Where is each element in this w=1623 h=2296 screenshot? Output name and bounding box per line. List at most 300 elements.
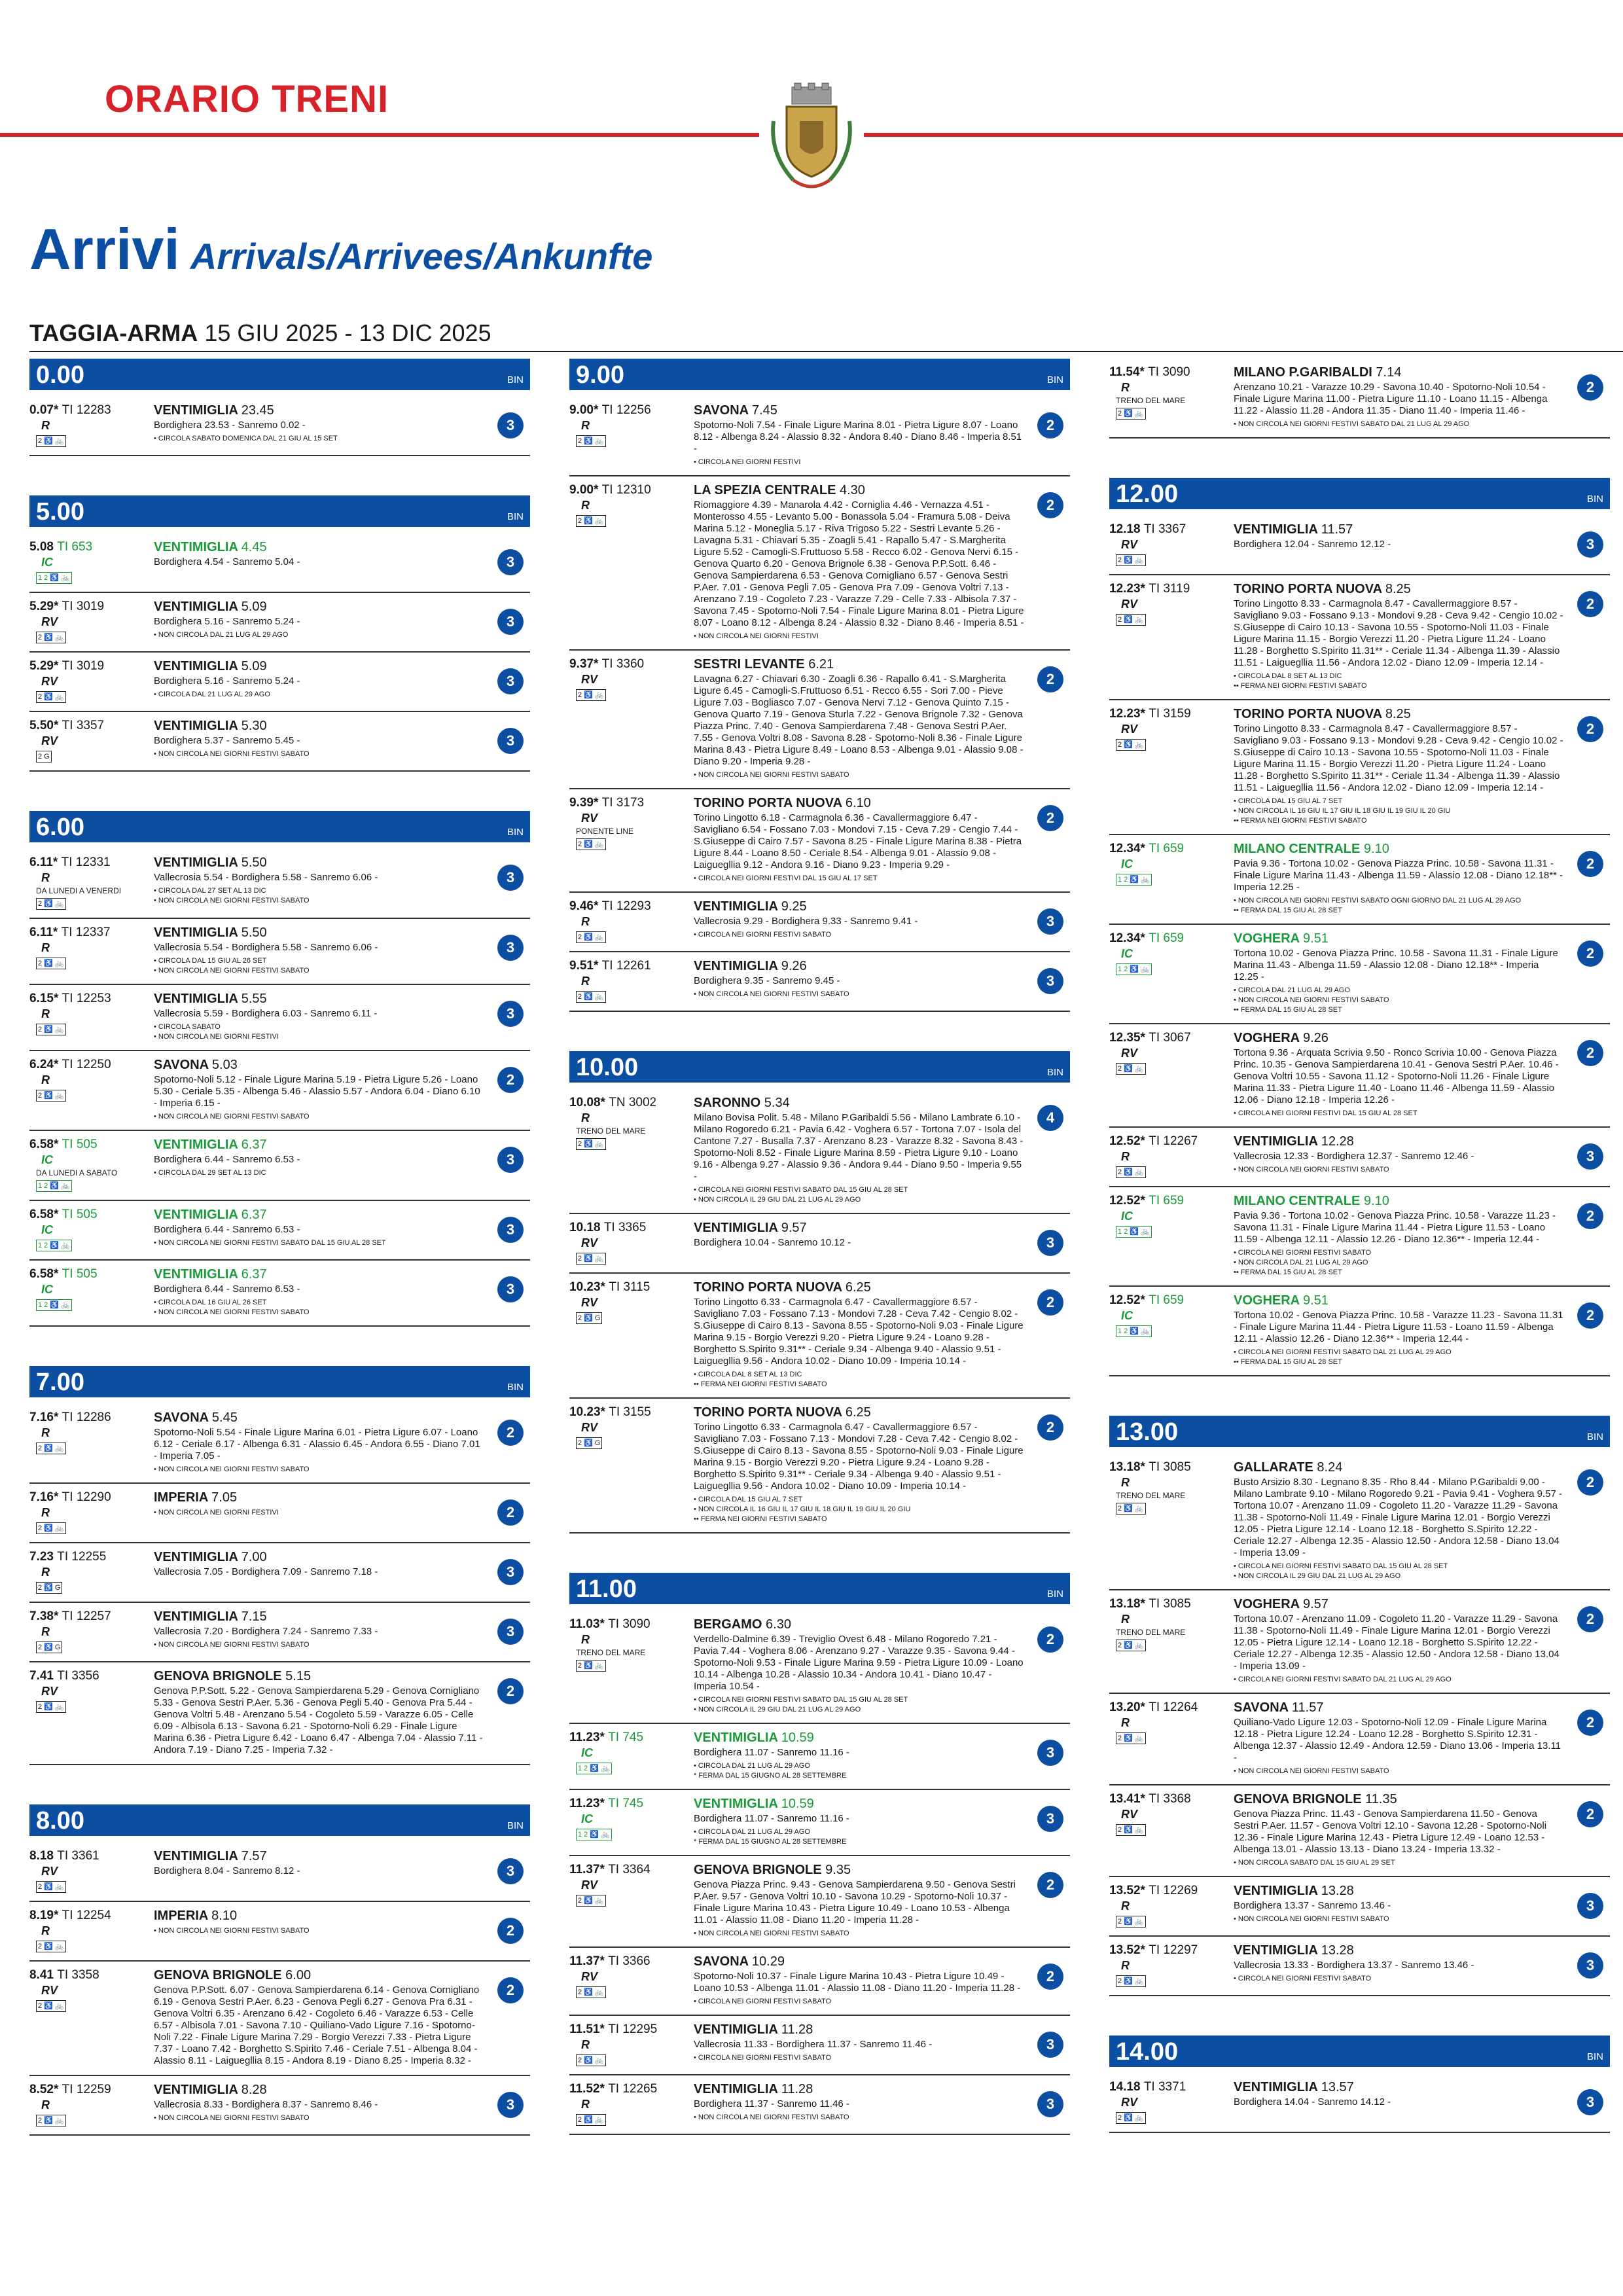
service-note: • NON CIRCOLA IL 29 GIU DAL 21 LUG AL 29 AGO [694,1196,861,1204]
service-note: • CIRCOLA NEI GIORNI FESTIVI SABATO [1234,1975,1372,1982]
origin-time: 5.09 [241,600,267,614]
train-row[interactable] [569,397,1070,476]
origin [1234,365,1564,380]
origin-time: 5.03 [211,1058,238,1072]
platform-badge: 2 [497,1499,524,1526]
train-category-icon: IC [41,556,53,569]
train-category-icon: IC [581,1746,593,1759]
platform-badge: 2 [1037,492,1063,518]
service-note: • CIRCOLA DAL 8 SET AL 13 DIC [1234,672,1342,680]
origin-time: 6.25 [845,1405,871,1420]
train-id-cell [1109,2080,1234,2124]
service-note: • CIRCOLA DAL 15 GIU AL 7 SET [1234,797,1343,805]
service-notes [1234,1165,1564,1175]
intermediate-stops: Quiliano-Vado Ligure 12.03 - Spotorno-Noli 12.09 - Finale Ligure Marina 12.18 - Pietra Ligure 12.24 - Loano 12.28 - Borghetto S.Spirito 12.31 - Albenga 12.37 - Alassio 12.49 - Andora 12.59 - Diano 13.06 - Imperia 13.11 - [1234,1717,1561,1763]
arrival-time: 7.38* [29,1609,59,1623]
origin [694,1731,1024,1746]
origin-time: 5.30 [241,719,267,733]
service-codes: 1 2 ♿ 🚲 [576,1829,612,1840]
origin-station: VENTIMIGLIA [154,600,238,614]
train-row[interactable] [569,1948,1070,2016]
train-category-icon: R [41,871,50,884]
platform-cell [1031,899,1070,943]
train-category-icon: RV [581,812,598,825]
train-row[interactable] [29,985,530,1051]
train-id-cell [29,1849,154,1893]
platform-badge: 3 [497,1619,524,1645]
platform-badge: 3 [1037,2032,1063,2058]
train-row[interactable] [569,1274,1070,1399]
train-id-cell [1109,707,1234,826]
service-codes: 1 2 ♿ 🚲 [576,1763,612,1774]
arrival-time: 11.37* [569,1954,605,1968]
train-row[interactable] [29,1603,530,1662]
train-category-icon: IC [41,1153,53,1166]
origin-station: VENTIMIGLIA [694,1731,778,1745]
service-icons [1116,963,1227,975]
train-row[interactable] [569,1856,1070,1948]
origin-station: VENTIMIGLIA [1234,1134,1318,1149]
service-note: • NON CIRCOLA NEI GIORNI FESTIVI [694,632,819,640]
service-codes: 2 ♿ 🚲 [36,2115,66,2126]
train-id-cell [29,1058,154,1122]
train-row[interactable] [1109,700,1610,835]
origin [694,796,1024,811]
train-category-icon: R [581,2038,590,2051]
origin-time: 7.15 [241,1609,267,1624]
train-row[interactable] [569,2075,1070,2135]
train-number: TI 659 [1149,1194,1185,1208]
train-row[interactable] [1109,1877,1610,1937]
train-row[interactable] [29,712,530,772]
train-row[interactable] [1109,2073,1610,2133]
time-and-code [29,1267,154,1282]
train-id-cell [29,1138,154,1192]
service-note: •• FERMA NEI GIORNI FESTIVI SABATO [694,1515,827,1523]
train-id-cell [1109,1194,1234,1278]
train-category-icon: IC [1121,1309,1133,1322]
train-number: TI 3367 [1143,522,1186,536]
service-notes [694,990,1024,999]
arrival-time: 11.51* [569,2022,605,2036]
platform-header: BIN [1046,1588,1063,1600]
train-details [1234,1700,1571,1776]
train-row[interactable] [1109,1590,1610,1694]
train-row[interactable] [29,1902,530,1962]
arrival-time: 7.16* [29,1410,59,1424]
train-id-cell [1109,1700,1234,1776]
arrival-time: 6.11* [29,925,58,939]
time-and-code [1109,1943,1234,1958]
train-row[interactable] [1109,1694,1610,1785]
intermediate-stops: Bordighera 5.16 - Sanremo 5.24 - [154,616,300,627]
train-row[interactable] [569,893,1070,952]
intermediate-stops: Spotorno-Noli 5.12 - Finale Ligure Marina 5.19 - Pietra Ligure 5.26 - Loano 5.30 - Ceriale 5.35 - Albenga 5.46 - Alassio 5.57 - Andora 6.04 - Diano 6.10 - Imperia 6.15 - [154,1074,480,1109]
service-note: • CIRCOLA DAL 8 SET AL 13 DIC [694,1371,802,1378]
origin [154,1267,484,1282]
train-row[interactable] [1109,359,1610,439]
train-details [694,1405,1031,1524]
time-and-code [569,1096,694,1110]
train-row[interactable] [29,2076,530,2136]
train-id-cell [569,899,694,943]
train-row[interactable] [1109,1454,1610,1590]
service-codes: 2 ♿ 🚲 [576,1138,606,1150]
train-id-cell [29,600,154,643]
train-row[interactable] [569,952,1070,1012]
arrival-time: 5.08 [29,540,54,554]
train-number: TI 12255 [57,1550,107,1564]
train-row[interactable] [569,1214,1070,1274]
train-category-icon: R [581,499,590,512]
platform-cell [1571,1460,1610,1581]
origin-time: 5.50 [241,925,267,940]
train-id-cell [1109,842,1234,916]
service-notes [1234,986,1564,1015]
platform-badge: 3 [1037,968,1063,994]
train-row[interactable] [29,1131,530,1201]
platform-cell [1571,707,1610,826]
train-category-icon: R [41,419,50,432]
train-row[interactable] [1109,1024,1610,1128]
train-id-cell [569,2022,694,2066]
origin-station: VENTIMIGLIA [154,1208,238,1222]
origin-station: TORINO PORTA NUOVA [694,1405,842,1420]
hour-label: 0.00 [36,361,84,389]
service-note: • NON CIRCOLA NEI GIORNI FESTIVI SABATO [154,1641,310,1649]
arrival-time: 6.24* [29,1058,59,1071]
origin-time: 6.37 [241,1138,267,1152]
hour-label: 8.00 [36,1807,84,1835]
train-row[interactable] [569,1724,1070,1790]
train-details [1234,365,1571,429]
service-codes: 2 ♿ 🚲 [1116,1732,1146,1744]
train-id-cell [29,540,154,584]
service-note: • CIRCOLA DAL 21 LUG AL 29 AGO [694,1828,810,1836]
origin [694,1954,1024,1969]
train-row[interactable] [29,849,530,919]
platform-badge: 3 [1577,1952,1603,1979]
time-and-code [29,1410,154,1425]
origin-time: 7.05 [211,1490,238,1505]
hour-label: 9.00 [576,361,624,389]
platform-badge: 2 [1577,1302,1603,1329]
platform-badge: 3 [497,609,524,635]
train-row[interactable] [29,397,530,456]
platform-badge: 2 [1577,1203,1603,1229]
service-note: • CIRCOLA NEI GIORNI FESTIVI DAL 15 GIU AL 17 SET [694,874,878,882]
train-row[interactable] [29,919,530,985]
service-note: • NON CIRCOLA NEI GIORNI FESTIVI [154,1033,279,1041]
train-row[interactable] [1109,1785,1610,1877]
service-codes: 2 ♿ G [36,1641,62,1653]
train-row[interactable] [29,1543,530,1603]
service-note: • NON CIRCOLA NEI GIORNI FESTIVI SABATO [694,2113,849,2121]
service-note: • NON CIRCOLA DAL 21 LUG AL 29 AGO [154,631,289,639]
train-row[interactable] [29,1261,530,1327]
origin-station: SAVONA [694,403,749,418]
service-icons [1116,1063,1227,1075]
service-icons [1116,1824,1227,1836]
service-note: • NON CIRCOLA NEI GIORNI FESTIVI SABATO DAL 15 GIU AL 28 SET [154,1239,386,1247]
title-rule-right [864,133,1623,137]
origin [154,719,484,734]
arrival-time: 9.51* [569,959,599,973]
intermediate-stops: Pavia 9.36 - Tortona 10.02 - Genova Piazza Princ. 10.58 - Varazze 11.23 - Savona 11.31 - Finale Ligure Marina 11.44 - Pietra Ligure 11.53 - Loano 11.59 - Albenga 12.11 - Alassio 12.26 - Diano 12.36** - Imperia 12.44 - [1234,1210,1556,1245]
service-notes [154,1640,484,1650]
service-notes [1234,1675,1564,1685]
arrival-time: 9.46* [569,899,599,913]
service-codes: 2 ♿ 🚲 [1116,1975,1146,1987]
train-category-icon: R [1121,1150,1130,1163]
origin [1234,522,1564,537]
intermediate-stops: Bordighera 4.54 - Sanremo 5.04 - [154,556,300,567]
time-and-code [29,1550,154,1564]
train-row[interactable] [1109,1128,1610,1187]
train-row[interactable] [569,1089,1070,1214]
train-category-icon: R [1121,1476,1130,1489]
intermediate-stops: Tortona 10.02 - Genova Piazza Princ. 10.58 - Varazze 11.23 - Savona 11.31 - Finale Ligure Marina 11.44 - Pietra Ligure 11.53 - Loano 11.59 - Albenga 12.11 - Alassio 12.26 - Diano 12.36** - Imperia 12.44 - [1234,1310,1563,1344]
platform-cell [1031,2022,1070,2066]
train-details [1234,842,1571,916]
train-row[interactable] [569,789,1070,893]
arrival-time: 11.23* [569,1797,605,1810]
train-details [694,796,1031,884]
intermediate-stops: Bordighera 11.07 - Sanremo 11.16 - [694,1747,849,1758]
service-icons [1116,1975,1227,1987]
origin [154,1609,484,1624]
service-icons [36,1240,147,1251]
platform-cell [491,1410,530,1475]
column-2 [569,359,1070,2135]
train-category-icon: R [1121,1899,1130,1912]
arrival-time: 9.39* [569,796,599,810]
time-and-code [569,899,694,914]
train-note: DA LUNEDI A VENERDI [36,886,122,895]
service-notes [154,1238,484,1248]
origin [694,2082,1024,2097]
platform-badge: 4 [1037,1105,1063,1131]
service-notes [694,874,1024,884]
hour-header [569,1573,1070,1604]
train-category-icon: RV [581,1421,598,1434]
arrival-time: 10.18 [569,1221,601,1234]
train-id-cell [569,1280,694,1390]
time-and-code [29,1208,154,1222]
train-row[interactable] [569,651,1070,789]
hour-label: 11.00 [576,1575,637,1603]
origin [154,403,484,418]
train-number: TI 12286 [62,1410,111,1424]
time-and-code [1109,1792,1234,1806]
arrival-time: 5.29* [29,600,59,613]
service-note: • CIRCOLA NEI GIORNI FESTIVI SABATO DAL 21 LUG AL 29 AGO [1234,1348,1452,1356]
train-details [694,1797,1031,1847]
service-codes: 2 ♿ 🚲 [576,991,606,1003]
train-row[interactable] [29,1842,530,1902]
train-row[interactable] [1109,835,1610,925]
platform-badge: 2 [1577,591,1603,617]
train-row[interactable] [29,653,530,712]
train-note: TRENO DEL MARE [1116,1491,1186,1500]
platform-cell [491,719,530,762]
origin-station: MILANO P.GARIBALDI [1234,365,1372,380]
train-id-cell [569,483,694,641]
platform-badge: 3 [1037,1806,1063,1832]
service-codes: 2 ♿ 🚲 [36,898,66,910]
arrival-time: 10.23* [569,1280,605,1294]
service-note: • CIRCOLA NEI GIORNI FESTIVI SABATO DAL 21 LUG AL 29 AGO [1234,1676,1452,1683]
origin-time: 6.30 [766,1617,791,1632]
origin [694,403,1024,418]
hour-header [29,495,530,527]
train-id-cell [569,1863,694,1939]
train-row[interactable] [569,1790,1070,1856]
train-id-cell [1109,1792,1234,1868]
arrival-time: 10.23* [569,1405,605,1419]
intermediate-stops: Bordighera 6.44 - Sanremo 6.53 - [154,1283,300,1295]
service-codes: 2 ♿ 🚲 [576,1660,606,1672]
train-row[interactable] [1109,1937,1610,1996]
train-row[interactable] [29,593,530,653]
platform-badge: 3 [497,1276,524,1302]
train-number: TI 3371 [1143,2080,1186,2094]
origin-station: VENTIMIGLIA [154,992,238,1006]
service-notes [154,1508,484,1518]
origin-time: 9.51 [1302,1293,1329,1308]
arrival-time: 13.52* [1109,1943,1145,1957]
platform-cell [1571,842,1610,916]
hour-header [1109,478,1610,509]
train-row[interactable] [569,1611,1070,1724]
origin [154,1968,484,1983]
train-number: TI 12267 [1149,1134,1198,1148]
train-row[interactable] [1109,1187,1610,1287]
train-number: TI 12264 [1149,1700,1198,1714]
train-row[interactable] [29,1201,530,1261]
service-notes [154,690,484,700]
service-note: • CIRCOLA DAL 15 GIU AL 7 SET [694,1496,803,1503]
service-note: • NON CIRCOLA NEI GIORNI FESTIVI SABATO [1234,1166,1389,1174]
service-codes: 2 ♿ 🚲 [36,632,66,643]
train-details [694,1617,1031,1715]
platform-badge: 3 [1577,1893,1603,1919]
hour-header [1109,1416,1610,1447]
service-notes [694,1761,1024,1781]
train-note: TRENO DEL MARE [1116,396,1186,405]
intermediate-stops: Lavagna 6.27 - Chiavari 6.30 - Zoagli 6.36 - Rapallo 6.41 - S.Margherita Ligure 6.45 - Camogli-S.Fruttuoso 6.51 - Recco 6.55 - Sori 7.00 - Pieve Ligure 7.03 - Bogliasco 7.07 - Genova Nervi 7.12 - Genova Quinto 7.15 - Genova Quarto 7.19 - Genova Sturla 7.22 - Genova Brignole 7.32 - Genova Piazza Princ. 7.40 - Genova Sampierdarena 7.48 - Genova Sestri P.Aer. 7.55 - Genova Voltri 8.08 - Savona 8.28 - Spotorno-Noli 8.36 - Finale Ligure Marina 8.43 - Pietra Ligure 8.49 - Loano 8.53 - Albenga 9.01 - Alassio 9.08 - Diano 9.20 - Imperia 9.28 - [694,673,1024,767]
arrival-time: 12.34* [1109,931,1145,945]
origin-time: 9.51 [1302,931,1329,946]
platform-badge: 3 [497,1559,524,1585]
train-number: TI 3019 [62,600,105,613]
train-row[interactable] [569,1399,1070,1534]
service-note: • NON CIRCOLA NEI GIORNI FESTIVI SABATO [694,990,849,998]
train-number: TI 3067 [1149,1031,1191,1045]
platform-cell [491,992,530,1042]
train-number: TI 3357 [62,719,105,732]
origin-time: 23.45 [241,403,274,418]
train-category-icon: RV [581,1236,598,1249]
service-notes [694,930,1024,940]
origin-station: VENTIMIGLIA [154,925,238,940]
service-note: •• FERMA DAL 15 GIU AL 28 SET [1234,1006,1342,1014]
train-row[interactable] [29,1962,530,2076]
time-and-code [29,1909,154,1923]
train-number: TI 12295 [608,2022,658,2036]
service-notes [694,2113,1024,2123]
intermediate-stops: Genova Piazza Princ. 9.43 - Genova Sampierdarena 9.50 - Genova Sestri P.Aer. 9.57 - Genova Voltri 10.10 - Savona 10.29 - Spotorno-Noli 10.37 - Finale Ligure Marina 10.43 - Pietra Ligure 10.49 - Loano 10.53 - Albenga 11.01 - Alassio 11.08 - Diano 11.20 - Imperia 11.28 - [694,1879,1016,1926]
origin-time: 10.59 [781,1731,814,1745]
arrival-time: 13.18* [1109,1597,1145,1611]
train-row[interactable] [29,1404,530,1484]
service-note: • NON CIRCOLA NEI GIORNI FESTIVI SABATO [1234,1915,1389,1923]
platform-cell [491,600,530,643]
train-id-cell [1109,1884,1234,1928]
train-row[interactable] [29,1484,530,1543]
service-icons [36,1582,147,1594]
service-note: • CIRCOLA NEI GIORNI FESTIVI DAL 15 GIU AL 28 SET [1234,1109,1418,1117]
service-icons [36,1701,147,1713]
intermediate-stops: Bordighera 11.07 - Sanremo 11.16 - [694,1813,849,1824]
platform-badge: 2 [1577,374,1603,401]
platform-cell [1571,1031,1610,1119]
train-details [694,959,1031,1003]
train-row[interactable] [1109,925,1610,1024]
service-codes: 2 ♿ 🚲 [1116,1503,1146,1515]
service-icons [36,435,147,447]
train-category-icon: RV [41,1685,58,1698]
train-row[interactable] [29,1051,530,1131]
train-row[interactable] [1109,516,1610,575]
train-row[interactable] [29,533,530,593]
train-number: TI 12254 [62,1909,111,1922]
train-row[interactable] [569,476,1070,651]
service-note: • CIRCOLA DAL 21 LUG AL 29 AGO [154,691,270,698]
train-details [1234,1943,1571,1987]
arrival-time: 9.00* [569,483,599,497]
service-icons [576,1829,687,1840]
platform-badge: 2 [1577,1710,1603,1736]
time-and-code [29,925,154,940]
train-row[interactable] [569,2016,1070,2075]
platform-cell [491,1849,530,1893]
train-row[interactable] [1109,1287,1610,1376]
intermediate-stops: Bordighera 11.37 - Sanremo 11.46 - [694,2098,849,2109]
origin-station: VOGHERA [1234,1597,1300,1611]
train-details [694,1280,1031,1390]
service-notes [154,630,484,640]
train-details [1234,1194,1571,1278]
train-row[interactable] [29,1662,530,1765]
service-notes [694,457,1024,467]
service-note: • CIRCOLA NEI GIORNI FESTIVI [694,458,801,466]
platform-header: BIN [1046,1067,1063,1078]
origin [1234,1134,1564,1149]
origin-station: VOGHERA [1234,931,1300,946]
service-icons [1116,1503,1227,1515]
service-codes: 2 ♿ 🚲 [36,1941,66,1952]
time-and-code [29,1490,154,1505]
platform-cell [1031,1280,1070,1390]
platform-cell [491,1138,530,1192]
train-details [154,1410,491,1475]
platform-cell [1031,1863,1070,1939]
platform-cell [491,540,530,584]
train-row[interactable] [1109,575,1610,700]
origin-time: 11.28 [781,2022,813,2037]
arrival-time: 12.18 [1109,522,1141,536]
